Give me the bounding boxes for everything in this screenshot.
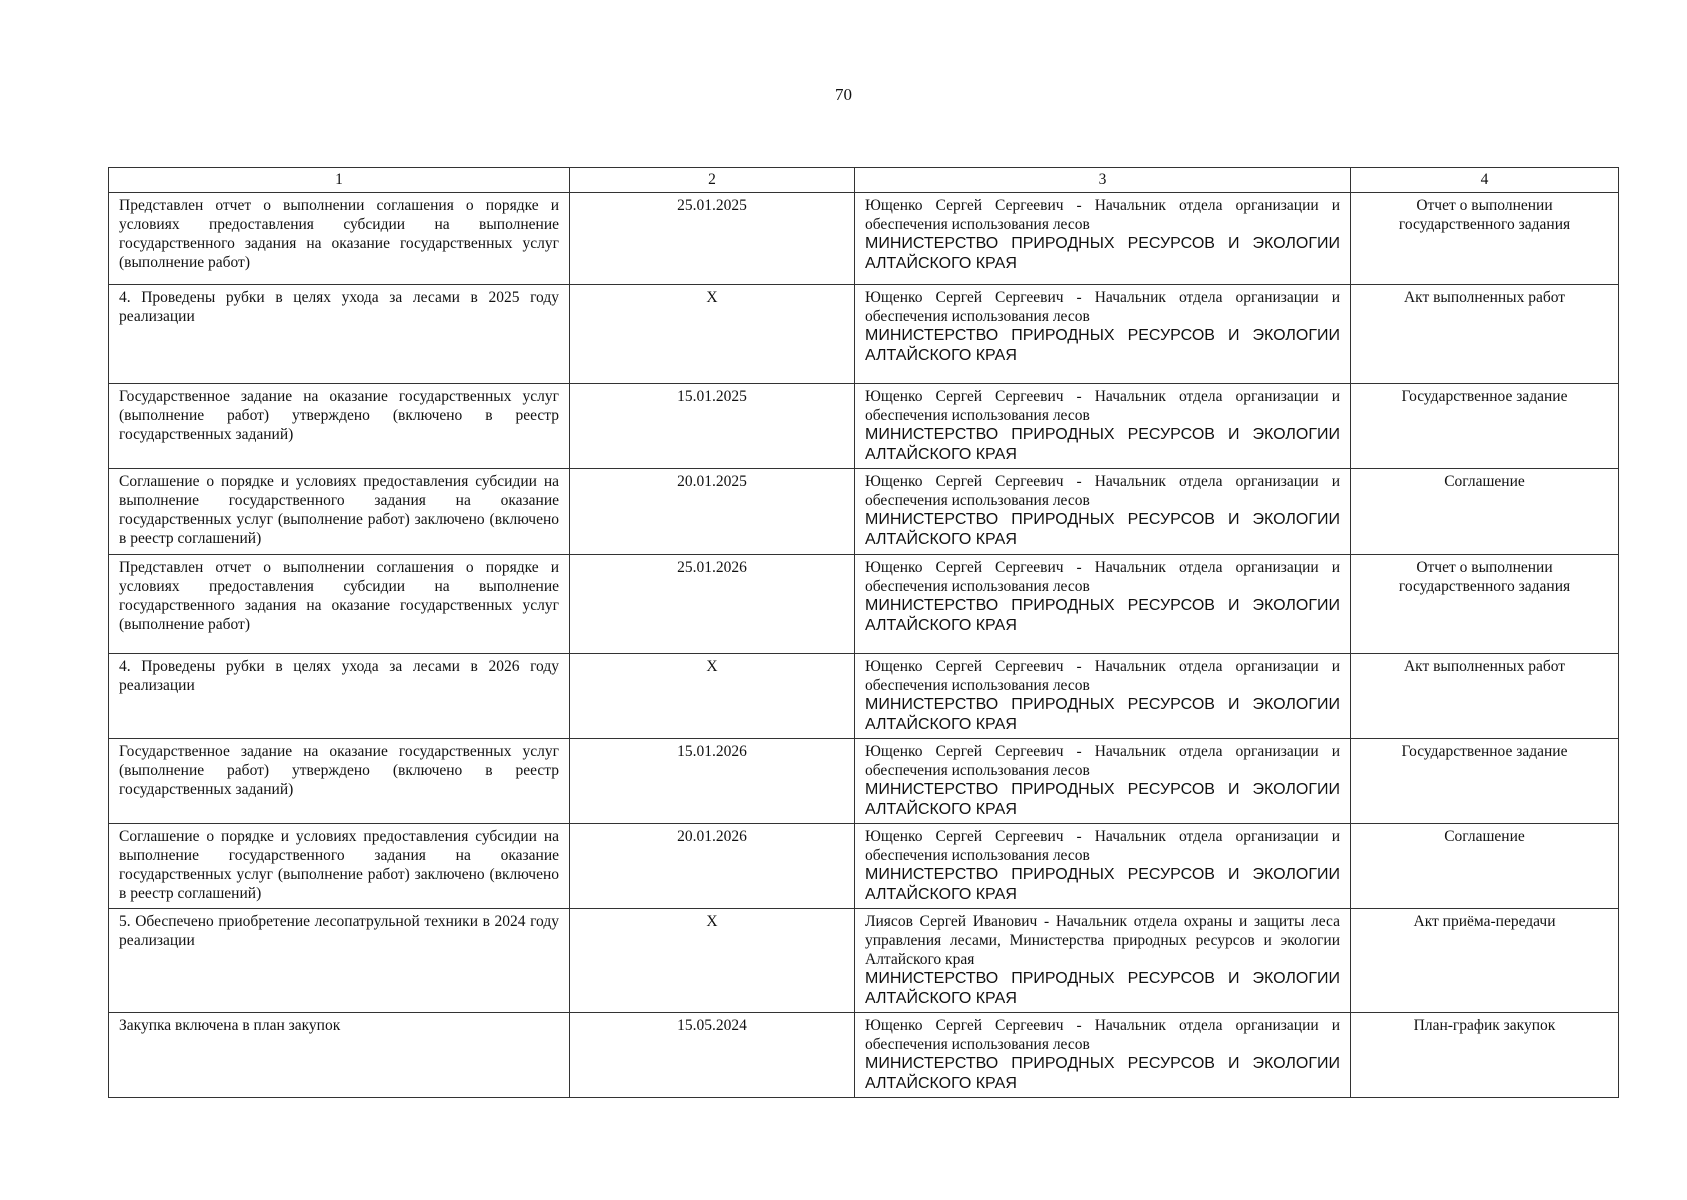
date-cell: 15.01.2026 <box>570 739 855 824</box>
table-row <box>109 193 1619 285</box>
table-row <box>109 909 1619 1013</box>
document-cell: Отчет о выполнении государственного задания <box>1351 193 1619 285</box>
responsible-cell <box>855 654 1351 739</box>
table-row <box>109 1013 1619 1098</box>
header-col-3: 3 <box>855 168 1351 193</box>
responsible-cell <box>855 285 1351 384</box>
responsible-cell <box>855 384 1351 469</box>
responsible-cell <box>855 824 1351 909</box>
table-row <box>109 555 1619 654</box>
responsible-cell <box>855 1013 1351 1098</box>
document-cell: Акт выполненных работ <box>1351 654 1619 739</box>
document-cell: Государственное задание <box>1351 739 1619 824</box>
table-row <box>109 739 1619 824</box>
responsible-cell <box>855 739 1351 824</box>
table-row <box>109 384 1619 469</box>
header-col-4: 4 <box>1351 168 1619 193</box>
header-col-1: 1 <box>109 168 570 193</box>
document-cell: Соглашение <box>1351 469 1619 555</box>
event-cell: Государственное задание на оказание государственных услуг (выполнение работ) утверждено (включено в реестр государственных заданий) <box>109 739 570 824</box>
date-cell: X <box>570 909 855 1013</box>
responsible-cell <box>855 193 1351 285</box>
table-row <box>109 654 1619 739</box>
event-cell: Государственное задание на оказание государственных услуг (выполнение работ) утверждено (включено в реестр государственных заданий) <box>109 384 570 469</box>
responsible-person: Ющенко Сергей Сергеевич - Начальник отдела организации и обеспечения использования лесов <box>865 828 1340 864</box>
table-row <box>109 285 1619 384</box>
event-cell: Соглашение о порядке и условиях предоставления субсидии на выполнение государственного задания на оказание государственных услуг (выполнение работ) заключено (включено в реестр соглашений) <box>109 469 570 555</box>
document-table <box>108 167 1619 1098</box>
responsible-cell <box>855 909 1351 1013</box>
header-col-2: 2 <box>570 168 855 193</box>
responsible-person: Ющенко Сергей Сергеевич - Начальник отдела организации и обеспечения использования лесов <box>865 743 1340 779</box>
responsible-person: Ющенко Сергей Сергеевич - Начальник отдела организации и обеспечения использования лесов <box>865 1017 1340 1053</box>
table-body <box>109 193 1619 1098</box>
date-cell: 20.01.2026 <box>570 824 855 909</box>
ministry-name: МИНИСТЕРСТВО ПРИРОДНЫХ РЕСУРСОВ И ЭКОЛОГИИ АЛТАЙСКОГО КРАЯ <box>865 327 1340 364</box>
responsible-person: Ющенко Сергей Сергеевич - Начальник отдела организации и обеспечения использования лесов <box>865 658 1340 694</box>
table-row <box>109 824 1619 909</box>
document-cell: План-график закупок <box>1351 1013 1619 1098</box>
date-cell: X <box>570 654 855 739</box>
ministry-name: МИНИСТЕРСТВО ПРИРОДНЫХ РЕСУРСОВ И ЭКОЛОГИИ АЛТАЙСКОГО КРАЯ <box>865 970 1340 1007</box>
responsible-person: Ющенко Сергей Сергеевич - Начальник отдела организации и обеспечения использования лесов <box>865 473 1340 509</box>
event-cell: Соглашение о порядке и условиях предоставления субсидии на выполнение государственного задания на оказание государственных услуг (выполнение работ) заключено (включено в реестр соглашений) <box>109 824 570 909</box>
responsible-person: Ющенко Сергей Сергеевич - Начальник отдела организации и обеспечения использования лесов <box>865 388 1340 424</box>
ministry-name: МИНИСТЕРСТВО ПРИРОДНЫХ РЕСУРСОВ И ЭКОЛОГИИ АЛТАЙСКОГО КРАЯ <box>865 866 1340 903</box>
table-row <box>109 469 1619 555</box>
event-cell: Закупка включена в план закупок <box>109 1013 570 1098</box>
date-cell: 25.01.2025 <box>570 193 855 285</box>
ministry-name: МИНИСТЕРСТВО ПРИРОДНЫХ РЕСУРСОВ И ЭКОЛОГИИ АЛТАЙСКОГО КРАЯ <box>865 597 1340 634</box>
ministry-name: МИНИСТЕРСТВО ПРИРОДНЫХ РЕСУРСОВ И ЭКОЛОГИИ АЛТАЙСКОГО КРАЯ <box>865 781 1340 818</box>
event-cell: 5. Обеспечено приобретение лесопатрульной техники в 2024 году реализации <box>109 909 570 1013</box>
responsible-person: Ющенко Сергей Сергеевич - Начальник отдела организации и обеспечения использования лесов <box>865 559 1340 595</box>
date-cell: X <box>570 285 855 384</box>
ministry-name: МИНИСТЕРСТВО ПРИРОДНЫХ РЕСУРСОВ И ЭКОЛОГИИ АЛТАЙСКОГО КРАЯ <box>865 235 1340 272</box>
event-cell: Представлен отчет о выполнении соглашения о порядке и условиях предоставления субсидии на выполнение государственного задания на оказание государственных услуг (выполнение работ) <box>109 193 570 285</box>
document-cell: Отчет о выполнении государственного задания <box>1351 555 1619 654</box>
ministry-name: МИНИСТЕРСТВО ПРИРОДНЫХ РЕСУРСОВ И ЭКОЛОГИИ АЛТАЙСКОГО КРАЯ <box>865 696 1340 733</box>
document-cell: Акт приёма-передачи <box>1351 909 1619 1013</box>
page-number: 70 <box>835 85 852 104</box>
event-cell: 4. Проведены рубки в целях ухода за лесами в 2025 году реализации <box>109 285 570 384</box>
responsible-person: Ющенко Сергей Сергеевич - Начальник отдела организации и обеспечения использования лесов <box>865 197 1340 233</box>
document-cell: Акт выполненных работ <box>1351 285 1619 384</box>
date-cell: 25.01.2026 <box>570 555 855 654</box>
ministry-name: МИНИСТЕРСТВО ПРИРОДНЫХ РЕСУРСОВ И ЭКОЛОГИИ АЛТАЙСКОГО КРАЯ <box>865 426 1340 463</box>
document-cell: Соглашение <box>1351 824 1619 909</box>
date-cell: 15.01.2025 <box>570 384 855 469</box>
date-cell: 20.01.2025 <box>570 469 855 555</box>
date-cell: 15.05.2024 <box>570 1013 855 1098</box>
ministry-name: МИНИСТЕРСТВО ПРИРОДНЫХ РЕСУРСОВ И ЭКОЛОГИИ АЛТАЙСКОГО КРАЯ <box>865 511 1340 548</box>
responsible-cell <box>855 555 1351 654</box>
table-header-row <box>109 168 1619 193</box>
responsible-person: Лиясов Сергей Иванович - Начальник отдела охраны и защиты леса управления лесами, Министерства природных ресурсов и экологии Алтайского края <box>865 913 1340 968</box>
event-cell: 4. Проведены рубки в целях ухода за лесами в 2026 году реализации <box>109 654 570 739</box>
responsible-person: Ющенко Сергей Сергеевич - Начальник отдела организации и обеспечения использования лесов <box>865 289 1340 325</box>
ministry-name: МИНИСТЕРСТВО ПРИРОДНЫХ РЕСУРСОВ И ЭКОЛОГИИ АЛТАЙСКОГО КРАЯ <box>865 1055 1340 1092</box>
responsible-cell <box>855 469 1351 555</box>
event-cell: Представлен отчет о выполнении соглашения о порядке и условиях предоставления субсидии на выполнение государственного задания на оказание государственных услуг (выполнение работ) <box>109 555 570 654</box>
document-cell: Государственное задание <box>1351 384 1619 469</box>
